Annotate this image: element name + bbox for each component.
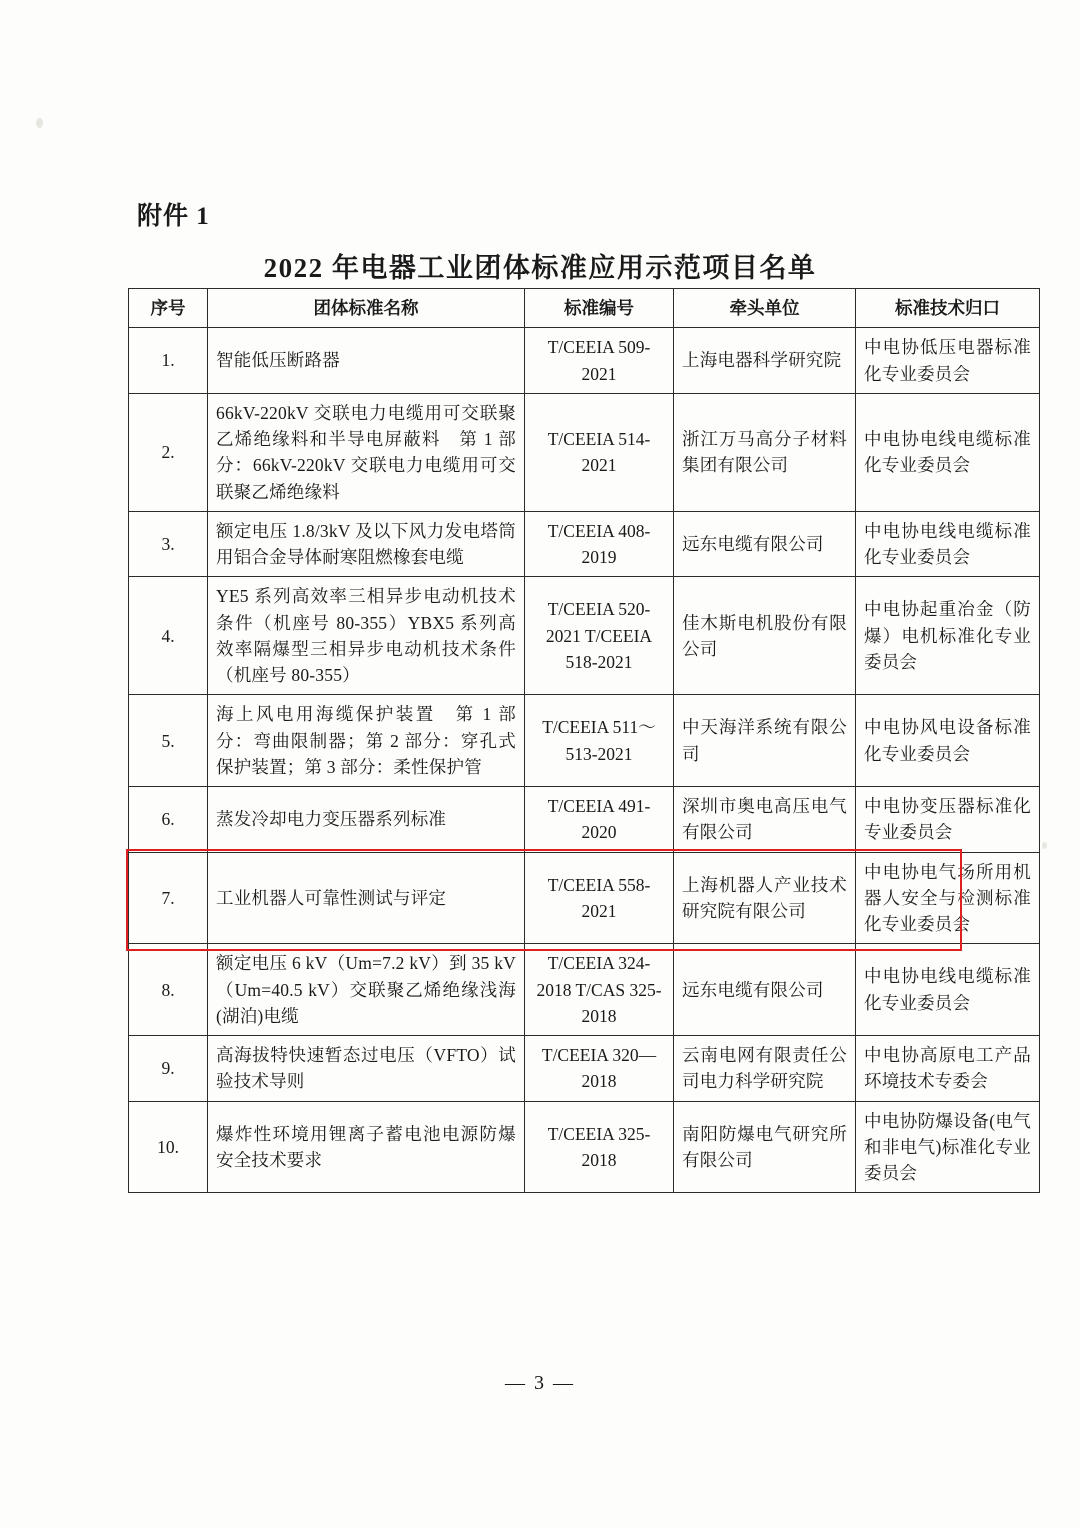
row-no: 3.: [129, 511, 208, 577]
row-lead-organization: 上海机器人产业技术研究院有限公司: [674, 852, 856, 944]
row-standard-code: T/CEEIA 491-2020: [525, 787, 674, 853]
row-technical-committee: 中电协电线电缆标准化专业委员会: [856, 944, 1040, 1036]
row-no: 1.: [129, 328, 208, 394]
row-no: 5.: [129, 695, 208, 787]
row-no: 4.: [129, 577, 208, 695]
paper-speck: [1042, 842, 1047, 849]
table-row: [129, 393, 1040, 511]
row-lead-organization: 远东电缆有限公司: [674, 944, 856, 1036]
row-standard-code: T/CEEIA 509-2021: [525, 328, 674, 394]
attachment-label: 附件 1: [137, 203, 210, 230]
table-row: [129, 944, 1040, 1036]
row-standard-name: 海上风电用海缆保护装置 第 1 部分：弯曲限制器；第 2 部分：穿孔式保护装置；第 3 部分：柔性保护管: [208, 695, 525, 787]
row-standard-code: T/CEEIA 324-2018 T/CAS 325-2018: [525, 944, 674, 1036]
row-technical-committee: 中电协高原电工产品环境技术专委会: [856, 1036, 1040, 1102]
row-no: 8.: [129, 944, 208, 1036]
row-standard-name: 额定电压 1.8/3kV 及以下风力发电塔筒用铝合金导体耐寒阻燃橡套电缆: [208, 511, 525, 577]
row-technical-committee: 中电协电线电缆标准化专业委员会: [856, 393, 1040, 511]
row-lead-organization: 上海电器科学研究院: [674, 328, 856, 394]
row-standard-code: T/CEEIA 520-2021 T/CEEIA 518-2021: [525, 577, 674, 695]
column-header-no: 序号: [129, 289, 208, 328]
row-technical-committee: 中电协防爆设备(电气和非电气)标准化专业委员会: [856, 1101, 1040, 1193]
row-standard-code: T/CEEIA 325-2018: [525, 1101, 674, 1193]
row-no: 10.: [129, 1101, 208, 1193]
column-header-tech: 标准技术归口: [856, 289, 1040, 328]
row-lead-organization: 佳木斯电机股份有限公司: [674, 577, 856, 695]
row-standard-code: T/CEEIA 514-2021: [525, 393, 674, 511]
row-standard-code: T/CEEIA 408-2019: [525, 511, 674, 577]
table-row: [129, 511, 1040, 577]
row-lead-organization: 浙江万马高分子材料集团有限公司: [674, 393, 856, 511]
row-standard-name: 蒸发冷却电力变压器系列标准: [208, 787, 525, 853]
table-row: [129, 695, 1040, 787]
row-technical-committee: 中电协变压器标准化专业委员会: [856, 787, 1040, 853]
row-standard-code: T/CEEIA 320—2018: [525, 1036, 674, 1102]
column-header-name: 团体标准名称: [208, 289, 525, 328]
standards-table: [128, 288, 1040, 1193]
row-standard-name: YE5 系列高效率三相异步电动机技术条件（机座号 80-355）YBX5 系列高效率隔爆型三相异步电动机技术条件（机座号 80-355）: [208, 577, 525, 695]
row-no: 2.: [129, 393, 208, 511]
page-number: — 3 —: [505, 1372, 575, 1394]
row-lead-organization: 云南电网有限责任公司电力科学研究院: [674, 1036, 856, 1102]
row-technical-committee: 中电协电线电缆标准化专业委员会: [856, 511, 1040, 577]
row-standard-name: 66kV-220kV 交联电力电缆用可交联聚乙烯绝缘料和半导电屏蔽料 第 1 部分：66kV-220kV 交联电力电缆用可交联聚乙烯绝缘料: [208, 393, 525, 511]
row-no: 7.: [129, 852, 208, 944]
row-lead-organization: 中天海洋系统有限公司: [674, 695, 856, 787]
row-standard-name: 智能低压断路器: [208, 328, 525, 394]
table-row: [129, 1036, 1040, 1102]
column-header-code: 标准编号: [525, 289, 674, 328]
row-technical-committee: 中电协低压电器标准化专业委员会: [856, 328, 1040, 394]
table-row: [129, 328, 1040, 394]
page-title: 2022 年电器工业团体标准应用示范项目名单: [263, 253, 817, 283]
row-standard-name: 额定电压 6 kV（Um=7.2 kV）到 35 kV（Um=40.5 kV）交联聚乙烯绝缘浅海(湖泊)电缆: [208, 944, 525, 1036]
table-row: [129, 1101, 1040, 1193]
row-no: 9.: [129, 1036, 208, 1102]
column-header-org: 牵头单位: [674, 289, 856, 328]
row-standard-name: 工业机器人可靠性测试与评定: [208, 852, 525, 944]
table-row: [129, 787, 1040, 853]
row-lead-organization: 远东电缆有限公司: [674, 511, 856, 577]
table-row: [129, 577, 1040, 695]
row-standard-name: 高海拔特快速暂态过电压（VFTO）试验技术导则: [208, 1036, 525, 1102]
table-row-highlighted: [129, 852, 1040, 944]
paper-speck: [36, 118, 43, 128]
row-technical-committee: 中电协起重冶金（防爆）电机标准化专业委员会: [856, 577, 1040, 695]
row-technical-committee: 中电协风电设备标准化专业委员会: [856, 695, 1040, 787]
row-no: 6.: [129, 787, 208, 853]
row-standard-name: 爆炸性环境用锂离子蓄电池电源防爆安全技术要求: [208, 1101, 525, 1193]
row-standard-code: T/CEEIA 558-2021: [525, 852, 674, 944]
row-lead-organization: 深圳市奥电高压电气有限公司: [674, 787, 856, 853]
row-technical-committee: 中电协电气场所用机器人安全与检测标准化专业委员会: [856, 852, 1040, 944]
row-standard-code: T/CEEIA 511～ 513-2021: [525, 695, 674, 787]
row-lead-organization: 南阳防爆电气研究所有限公司: [674, 1101, 856, 1193]
table-header-row: [129, 289, 1040, 328]
